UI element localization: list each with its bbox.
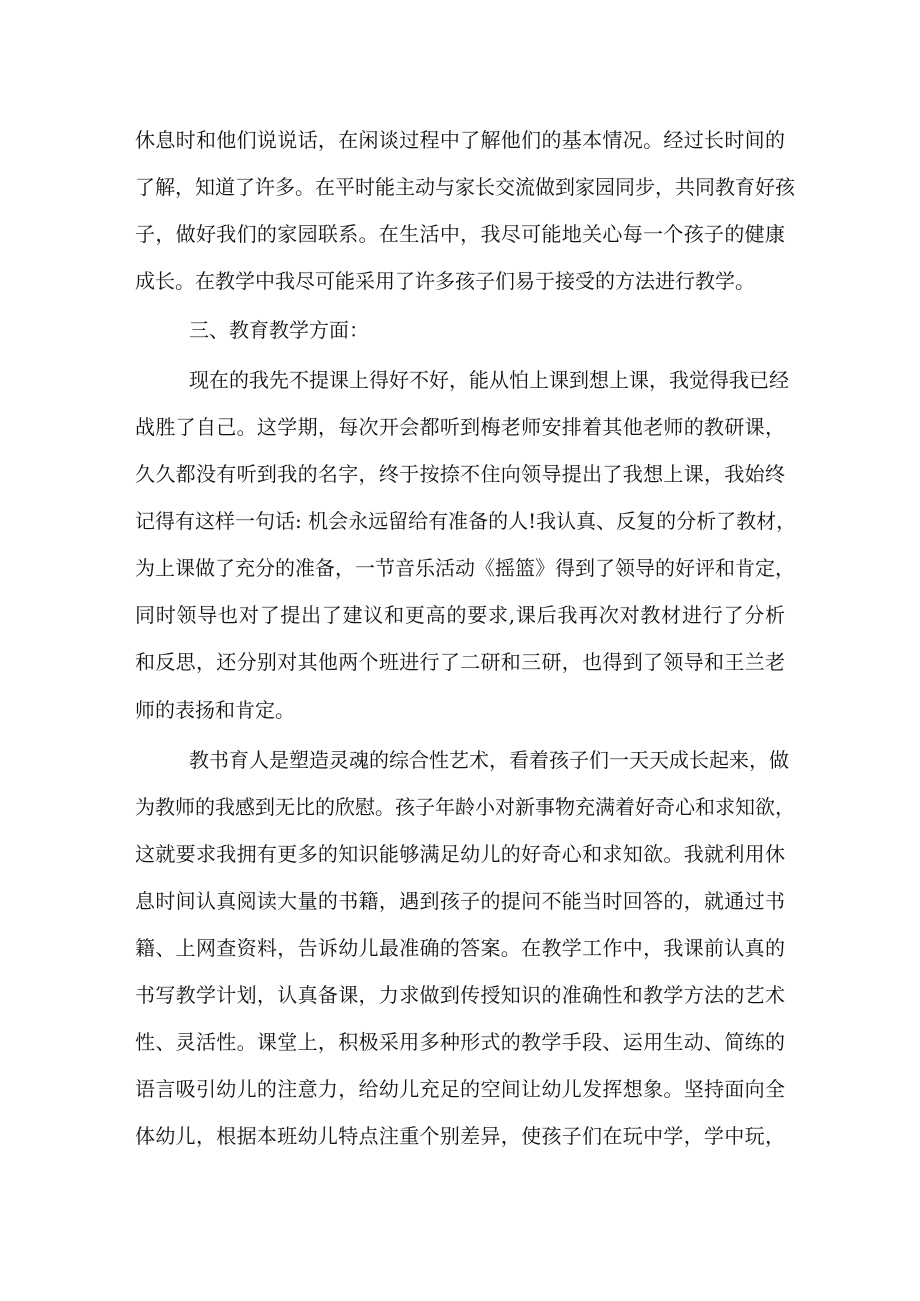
paragraph-3-line-9: 体幼儿，根据本班幼儿特点注重个别差异，使孩子们在玩中学，学中玩，	[135, 1124, 785, 1148]
paragraph-1-line-3: 子，做好我们的家园联系。在生活中，我尽可能地关心每一个孩子的健康	[135, 222, 785, 246]
paragraph-3-line-8: 语言吸引幼儿的注意力，给幼儿充足的空间让幼儿发挥想象。坚持面向全	[135, 1077, 785, 1101]
paragraph-2-line-6: 同时领导也对了提出了建议和更高的要求,课后我再次对教材进行了分析	[135, 603, 785, 627]
paragraph-3-line-2: 为教师的我感到无比的欣慰。孩子年龄小对新事物充满着好奇心和求知欲，	[135, 795, 795, 819]
paragraph-1-line-4: 成长。在教学中我尽可能采用了许多孩子们易于接受的方法进行教学。	[135, 269, 755, 293]
paragraph-2-line-3: 久久都没有听到我的名字，终于按捺不住向领导提出了我想上课，我始终	[135, 462, 785, 486]
paragraph-2-line-1: 现在的我先不提课上得好不好，能从怕上课到想上课，我觉得我已经	[189, 368, 789, 392]
section-heading: 三、教育教学方面：	[189, 318, 369, 342]
paragraph-2-line-4: 记得有这样一句话: 机会永远留给有准备的人!我认真、反复的分析了教材，	[135, 509, 797, 533]
paragraph-3-line-4: 息时间认真阅读大量的书籍，遇到孩子的提问不能当时回答的，就通过书	[135, 889, 785, 913]
paragraph-2-line-5: 为上课做了充分的准备，一节音乐活动《摇篮》得到了领导的好评和肯定，	[135, 556, 795, 580]
paragraph-1-line-1: 休息时和他们说说话，在闲谈过程中了解他们的基本情况。经过长时间的	[135, 128, 785, 152]
paragraph-3-line-5: 籍、上网查资料，告诉幼儿最准确的答案。在教学工作中，我课前认真的	[135, 936, 785, 960]
paragraph-2-line-7: 和反思，还分别对其他两个班进行了二研和三研，也得到了领导和王兰老	[135, 650, 785, 674]
paragraph-2-line-8: 师的表扬和肯定。	[135, 698, 295, 722]
paragraph-1-line-2: 了解，知道了许多。在平时能主动与家长交流做到家园同步，共同教育好孩	[135, 175, 795, 199]
paragraph-2-line-2: 战胜了自己。这学期，每次开会都听到梅老师安排着其他老师的教研课，	[135, 415, 785, 439]
paragraph-3-line-1: 教书育人是塑造灵魂的综合性艺术，看着孩子们一天天成长起来，做	[189, 748, 789, 772]
paragraph-3-line-6: 书写教学计划，认真备课，力求做到传授知识的准确性和教学方法的艺术	[135, 983, 785, 1007]
paragraph-3-line-7: 性、灵活性。课堂上，积极采用多种形式的教学手段、运用生动、简练的	[135, 1030, 785, 1054]
paragraph-3-line-3: 这就要求我拥有更多的知识能够满足幼儿的好奇心和求知欲。我就利用休	[135, 842, 785, 866]
